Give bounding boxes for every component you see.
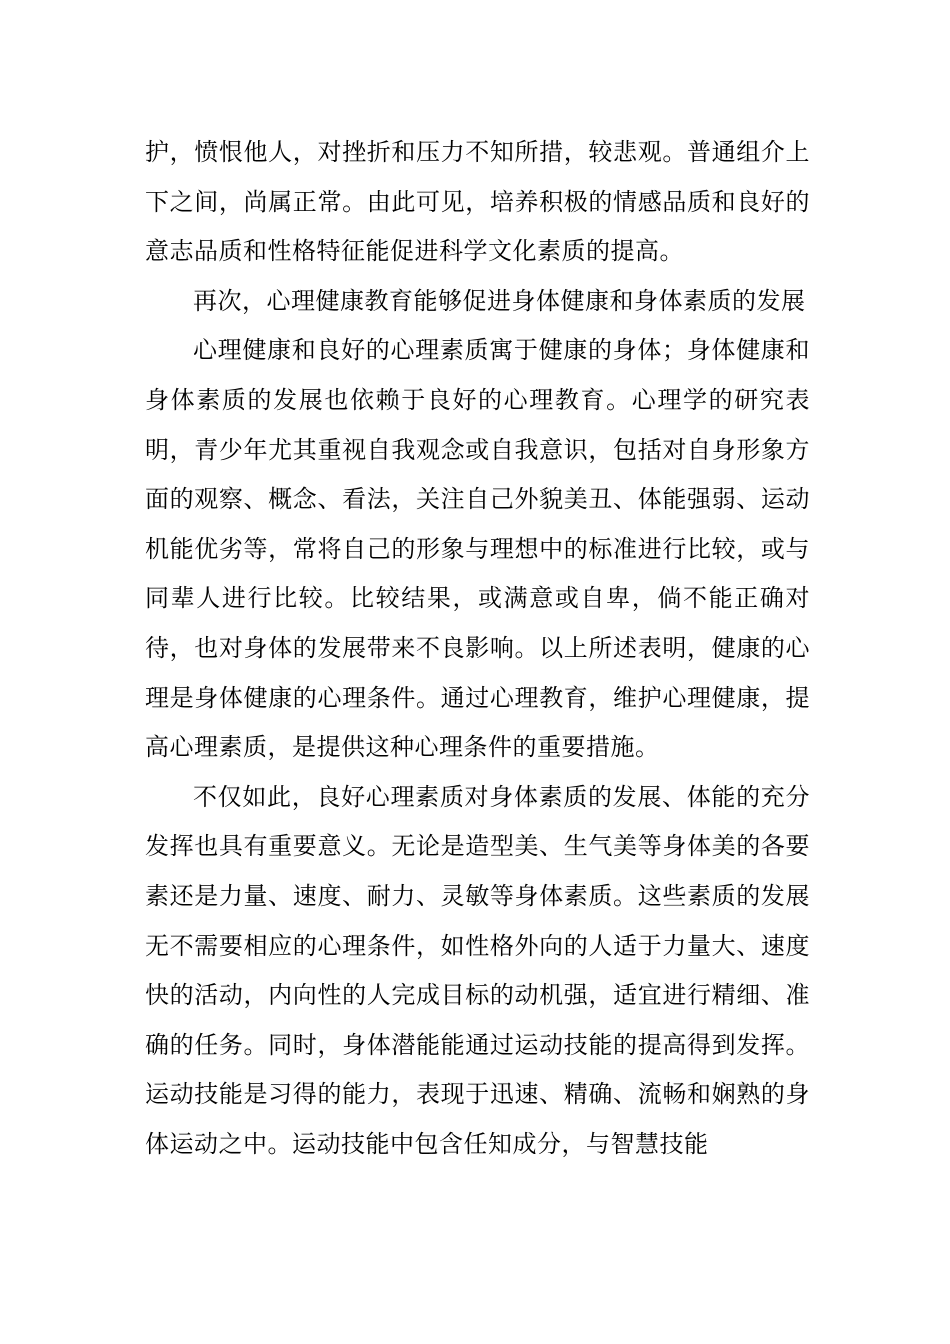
paragraph-continuation: 护，愤恨他人，对挫折和压力不知所措，较悲观。普通组介上下之间，尚属正常。由此可见，培养积极的情感品质和良好的意志品质和性格特征能促进科学文化素质的提高。 (145, 138, 810, 266)
paragraph-psychological-quality: 不仅如此，良好心理素质对身体素质的发展、体能的充分发挥也具有重要意义。无论是造型美、生气美等身体美的各要素还是力量、速度、耐力、灵敏等身体素质。这些素质的发展无不需要相应的心理条件，如性格外向的人适于力量大、速度快的活动，内向性的人完成目标的动机强，适宜进行精细、准确的任务。同时，身体潜能能通过运动技能的提高得到发挥。运动技能是习得的能力，表现于迅速、精确、流畅和娴熟的身体运动之中。运动技能中包含任知成分，与智慧技能 (145, 782, 810, 1158)
paragraph-mental-health-body: 心理健康和良好的心理素质寓于健康的身体；身体健康和身体素质的发展也依赖于良好的心理教育。心理学的研究表明，青少年尤其重视自我观念或自我意识，包括对自身形象方面的观察、概念、看法，关注自己外貌美丑、体能强弱、运动机能优劣等，常将自己的形象与理想中的标准进行比较，或与同辈人进行比较。比较结果，或满意或自卑，倘不能正确对待，也对身体的发展带来不良影响。以上所述表明，健康的心理是身体健康的心理条件。通过心理教育，维护心理健康，提高心理素质，是提供这种心理条件的重要措施。 (145, 336, 810, 762)
section-heading-paragraph: 再次，心理健康教育能够促进身体健康和身体素质的发展 (193, 286, 806, 315)
document-body (145, 128, 810, 1169)
